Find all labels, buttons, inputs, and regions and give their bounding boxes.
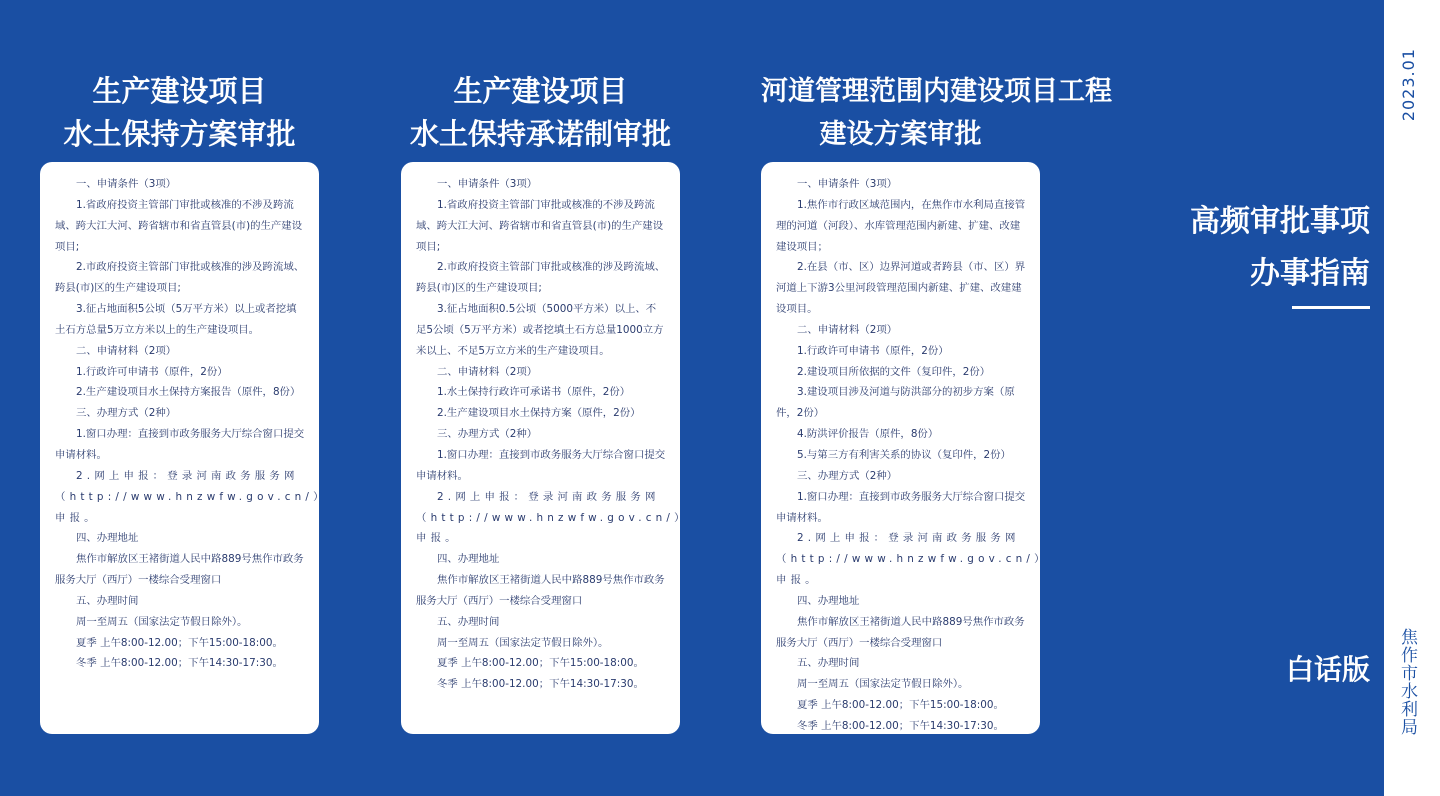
text-line: 3.征占地面积0.5公顷（5000平方米）以上、不足5公顷（5万平方米）或者挖填土石方总量1000立方米以上、不足5万立方米的生产建设项目。 (416, 303, 664, 357)
text-line: 三、办理方式（2种） (76, 407, 177, 420)
text-line: 二、申请材料（2项） (437, 365, 538, 378)
text-line: 二、申请材料（2项） (797, 323, 898, 336)
text-line: 2.市政府投资主管部门审批或核准的涉及跨流域、跨县(市)区的生产建设项目; (416, 261, 666, 295)
text-line: 2.网上申报：登录河南政务服务网（http://www.hnzwfw.gov.cn/）申报。 (776, 532, 1049, 587)
text-line: 3.建设项目涉及河道与防洪部分的初步方案（原件，2份） (776, 386, 1015, 420)
text-line: 夏季 上午8:00-12.00；下午15:00-18:00。 (76, 636, 283, 649)
text-line: 1.省政府投资主管部门审批或核准的不涉及跨流域、跨大江大河、跨省辖市和省直管县(市)的生产建设项目; (416, 198, 664, 253)
text-line: 5.与第三方有利害关系的协议（复印件，2份） (797, 448, 1011, 461)
text-line: 焦作市解放区王褚街道人民中路889号焦作市政务服务大厅（西厅）一楼综合受理窗口 (776, 615, 1025, 649)
column-2-title-line-2: 水土保持承诺制审批 (409, 117, 671, 151)
text-line: 2.生产建设项目水土保持方案（原件，2份） (437, 407, 641, 420)
text-line: 焦作市解放区王褚街道人民中路889号焦作市政务服务大厅（西厅）一楼综合受理窗口 (416, 574, 665, 607)
text-line: 二、申请材料（2项） (76, 344, 177, 357)
column-1-title-line-1: 生产建设项目 (92, 74, 267, 108)
text-line: 夏季 上午8:00-12.00；下午15:00-18:00。 (797, 699, 1004, 712)
date-label: 2023.01 (1399, 48, 1418, 122)
text-line: 一、申请条件（3项） (76, 178, 177, 190)
text-line: 1.省政府投资主管部门审批或核准的不涉及跨流域、跨大江大河、跨省辖市和省直管县(市)的生产建设项目; (55, 198, 303, 253)
column-3-title-line-1: 河道管理范围内建设项目工程 (761, 76, 1112, 107)
text-line: 2.网上申报：登录河南政务服务网（http://www.hnzwfw.gov.cn/）申报。 (416, 490, 689, 545)
column-3-title (761, 70, 1112, 156)
text-line: 三、办理方式（2种） (437, 428, 538, 441)
text-line: 2.在县（市、区）边界河道或者跨县（市、区）界河道上下游3公里河段管理范围内新建、扩建、改建建设项目。 (776, 261, 1026, 316)
text-line: 五、办理时间 (76, 594, 139, 607)
column-2-title-line-1: 生产建设项目 (453, 74, 628, 108)
column-1-title-line-2: 水土保持方案审批 (63, 117, 296, 151)
column-1-title (40, 70, 319, 156)
text-line: 2.生产建设项目水土保持方案报告（原件，8份） (76, 386, 301, 399)
text-line: 1.窗口办理：直接到市政务服务大厅综合窗口提交申请材料。 (416, 448, 666, 482)
title-underline (1292, 306, 1370, 309)
text-line: 1.窗口办理：直接到市政务服务大厅综合窗口提交申请材料。 (55, 428, 305, 461)
text-line: 一、申请条件（3项） (437, 178, 538, 190)
text-line: 1.水土保持行政许可承诺书（原件，2份） (437, 386, 631, 399)
guide-title-line-1: 高频审批事项 (1190, 204, 1370, 239)
text-line: 冬季 上午8:00-12.00；下午14:30-17:30。 (76, 657, 283, 670)
text-line: 1.行政许可申请书（原件，2份） (76, 365, 228, 378)
text-line: 1.焦作市行政区域范围内，在焦作市水利局直接管理的河道（河段）、水库管理范围内新建、扩建、改建建设项目； (776, 198, 1026, 253)
text-line: 周一至周五（国家法定节假日除外）。 (437, 636, 609, 649)
text-line: 1.行政许可申请书（原件，2份） (797, 344, 949, 357)
column-3-card (761, 162, 1049, 734)
guide-title-line-2: 办事指南 (1250, 256, 1370, 291)
column-2-title (401, 70, 680, 156)
column-2-card (401, 162, 689, 734)
text-line: 五、办理时间 (437, 615, 500, 628)
text-line: 焦作市解放区王褚街道人民中路889号焦作市政务服务大厅（西厅）一楼综合受理窗口 (55, 553, 304, 587)
text-line: 四、办理地址 (437, 553, 500, 566)
text-line: 夏季 上午8:00-12.00；下午15:00-18:00。 (437, 657, 644, 670)
text-line: 1.窗口办理：直接到市政务服务大厅综合窗口提交申请材料。 (776, 490, 1026, 524)
text-line: 周一至周五（国家法定节假日除外）。 (797, 678, 969, 691)
text-line: 三、办理方式（2种） (797, 469, 898, 482)
right-strip (1384, 0, 1440, 796)
text-line: 周一至周五（国家法定节假日除外）。 (76, 615, 248, 628)
edition-label: 白话版 (1285, 653, 1370, 686)
column-3-title-line-2: 建设方案审批 (819, 119, 982, 150)
text-line: 2.市政府投资主管部门审批或核准的涉及跨流域、跨县(市)区的生产建设项目; (55, 261, 305, 295)
text-line: 五、办理时间 (797, 657, 860, 670)
text-line: 4.防洪评价报告（原件，8份） (797, 428, 939, 441)
text-line: 四、办理地址 (76, 532, 139, 545)
organization-label: 焦作市水利局 (1397, 628, 1417, 736)
text-line: 一、申请条件（3项） (797, 178, 898, 190)
text-line: 3.征占地面积5公顷（5万平方米）以上或者挖填土石方总量5万立方米以上的生产建设项目。 (55, 303, 297, 336)
column-1-card (40, 162, 328, 734)
text-line: 冬季 上午8:00-12.00；下午14:30-17:30。 (797, 719, 1004, 732)
text-line: 冬季 上午8:00-12.00；下午14:30-17:30。 (437, 678, 644, 691)
text-line: 2.网上申报：登录河南政务服务网（http://www.hnzwfw.gov.cn/）申报。 (55, 469, 328, 524)
text-line: 四、办理地址 (797, 594, 860, 607)
text-line: 2.建设项目所依据的文件（复印件，2份） (797, 365, 991, 378)
guide-title (1130, 196, 1370, 300)
